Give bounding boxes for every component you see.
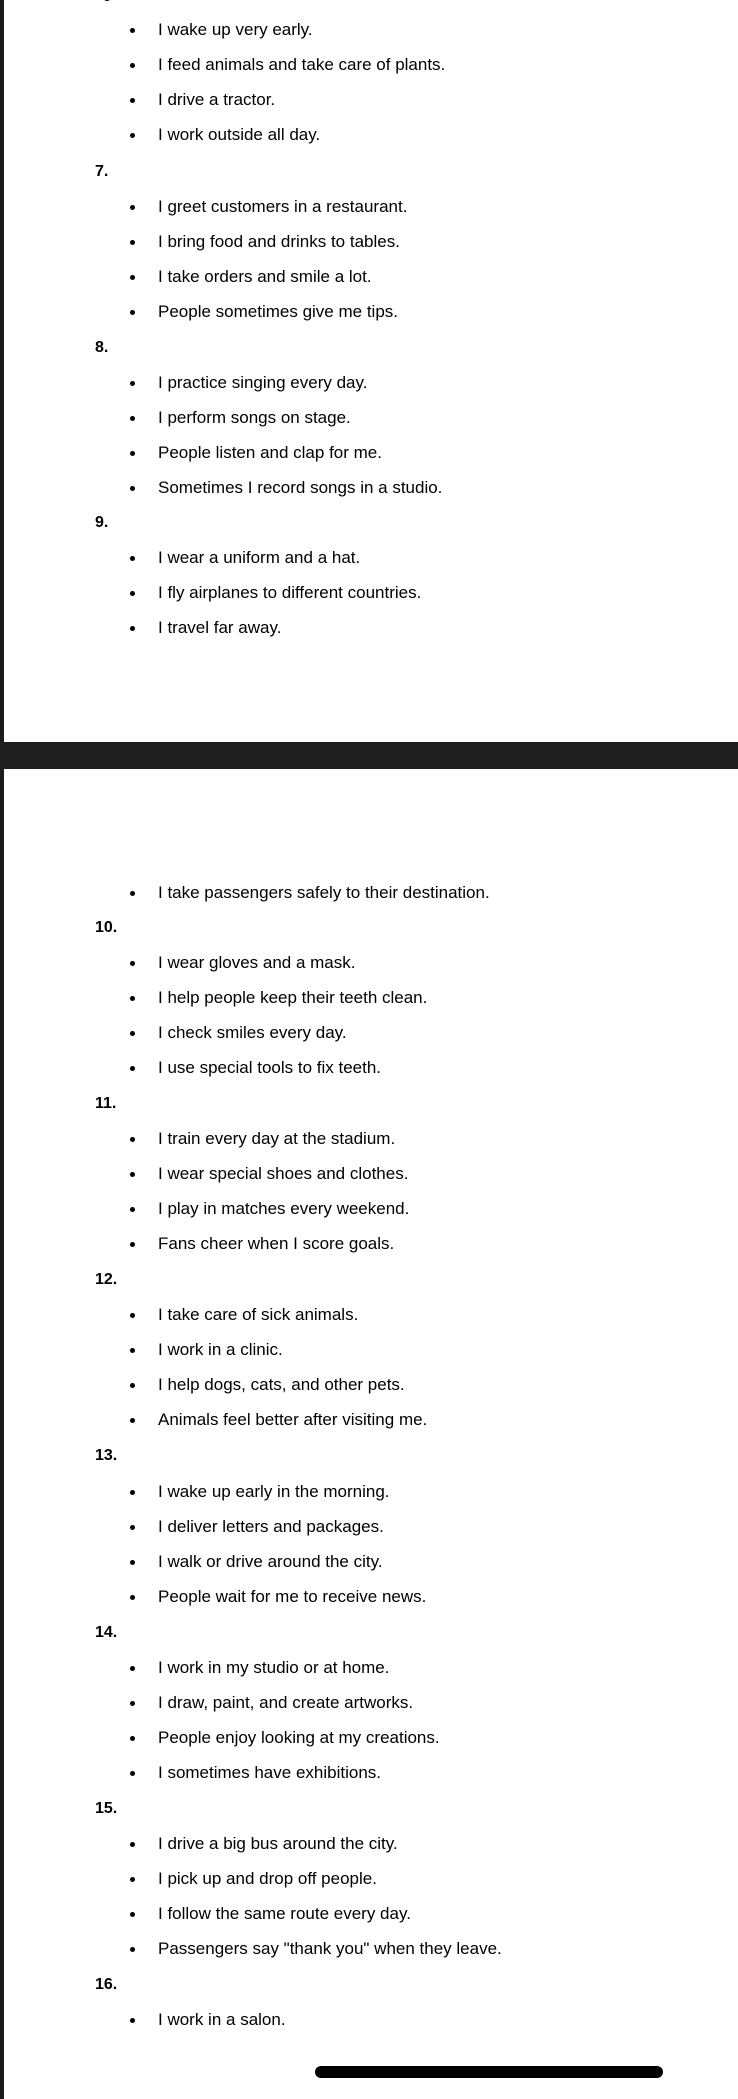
list-item: People listen and clap for me. [158, 443, 382, 462]
list-item: I work outside all day. [158, 125, 321, 144]
list-item: I wake up early in the morning. [158, 1482, 390, 1501]
list-item: I draw, paint, and create artworks. [158, 1693, 414, 1712]
question-number: 14. [95, 1624, 118, 1641]
question-number: 8. [95, 339, 109, 356]
list-item: I wear gloves and a mask. [158, 953, 356, 972]
question-number: 11. [95, 1095, 117, 1112]
question-number: 12. [95, 1271, 118, 1288]
document-page-1[interactable] [4, 0, 738, 742]
question-number: 7. [95, 163, 109, 180]
list-item: I work in a clinic. [158, 1340, 283, 1359]
question-number: 15. [95, 1800, 118, 1817]
list-item: I work in a salon. [158, 2010, 286, 2029]
list-item: I take passengers safely to their destination. [158, 883, 490, 902]
list-item: Sometimes I record songs in a studio. [158, 478, 443, 497]
list-item: I work in my studio or at home. [158, 1658, 390, 1677]
list-item: I wake up very early. [158, 20, 313, 39]
list-item: I walk or drive around the city. [158, 1552, 383, 1571]
list-item: I follow the same route every day. [158, 1904, 411, 1923]
list-item: I use special tools to fix teeth. [158, 1058, 382, 1077]
list-item: I fly airplanes to different countries. [158, 583, 422, 602]
bullet-marker-cut-off [103, 0, 111, 1]
list-item: I wear a uniform and a hat. [158, 548, 361, 567]
list-item: I travel far away. [158, 618, 282, 637]
question-number: 13. [95, 1447, 118, 1464]
list-item: I feed animals and take care of plants. [158, 55, 446, 74]
list-item: People wait for me to receive news. [158, 1587, 427, 1606]
list-item: I help people keep their teeth clean. [158, 988, 428, 1007]
list-item: I perform songs on stage. [158, 408, 351, 427]
list-item: I take care of sick animals. [158, 1305, 359, 1324]
list-item: I wear special shoes and clothes. [158, 1164, 409, 1183]
list-item: I sometimes have exhibitions. [158, 1763, 381, 1782]
list-item: I deliver letters and packages. [158, 1517, 384, 1536]
document-page-2[interactable] [4, 769, 738, 2099]
question-number: 10. [95, 919, 118, 936]
list-item: I drive a tractor. [158, 90, 276, 109]
list-item: I take orders and smile a lot. [158, 267, 372, 286]
list-item: I greet customers in a restaurant. [158, 197, 408, 216]
question-number: 16. [95, 1976, 118, 1993]
list-item: Fans cheer when I score goals. [158, 1234, 395, 1253]
list-item: Passengers say "thank you" when they leave. [158, 1939, 502, 1958]
list-item: I play in matches every weekend. [158, 1199, 410, 1218]
list-item: I help dogs, cats, and other pets. [158, 1375, 405, 1394]
home-indicator[interactable] [315, 2066, 663, 2078]
list-item: I practice singing every day. [158, 373, 368, 392]
list-item: I drive a big bus around the city. [158, 1834, 398, 1853]
list-item: Animals feel better after visiting me. [158, 1410, 428, 1429]
list-item: I bring food and drinks to tables. [158, 232, 400, 251]
page-divider [0, 742, 738, 769]
list-item: People enjoy looking at my creations. [158, 1728, 440, 1747]
list-item: People sometimes give me tips. [158, 302, 398, 321]
question-number: 9. [95, 514, 109, 531]
list-item: I pick up and drop off people. [158, 1869, 377, 1888]
list-item: I train every day at the stadium. [158, 1129, 396, 1148]
list-item: I check smiles every day. [158, 1023, 347, 1042]
